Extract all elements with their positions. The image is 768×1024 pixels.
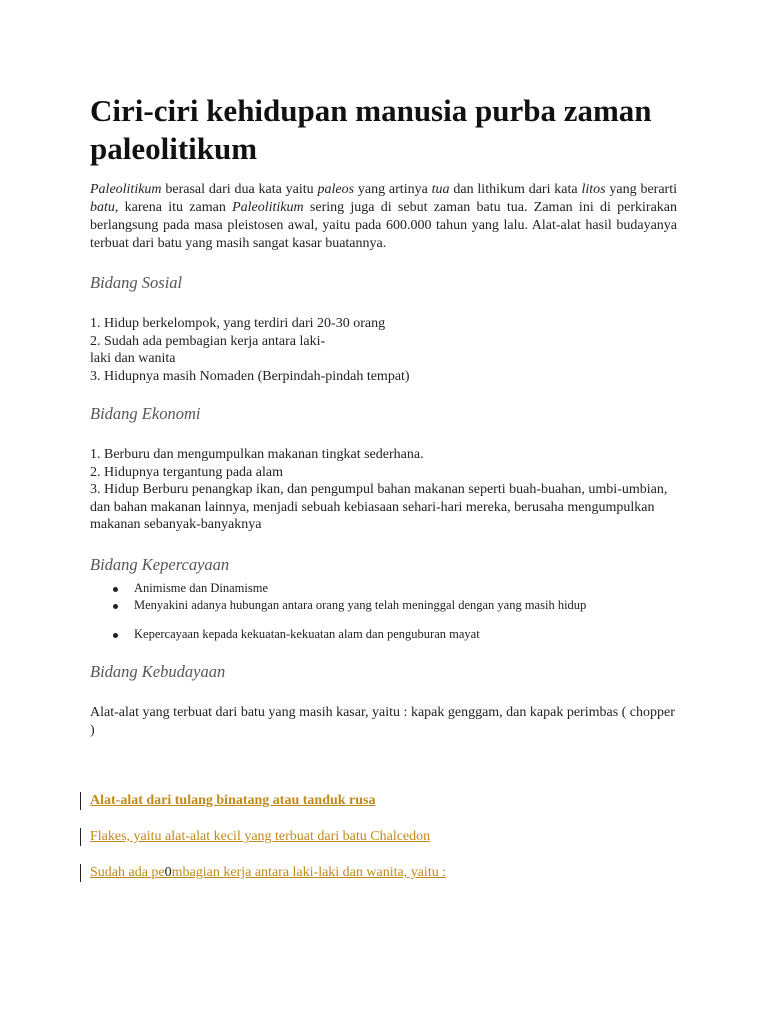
ekonomi-line: 3. Hidup Berburu penangkap ikan, dan pengumpul bahan makanan seperti buah-buahan, umbi-umbian, dan bahan makanan lainnya, menjadi sebuah kebiasaan sehari-hari mereka, berusaha mengumpulkan makanan sebanyak-banyaknya (90, 482, 668, 532)
ekonomi-line: 2. Hidupnya tergantung pada alam (90, 464, 283, 480)
sosial-line: 2. Sudah ada pembagian kerja antara laki- (90, 333, 326, 349)
list-item (90, 581, 268, 596)
bullet-icon (113, 587, 118, 592)
ekonomi-list (90, 446, 680, 534)
text-cursor-icon (80, 792, 81, 810)
text-cursor-icon (80, 828, 81, 846)
link-row (80, 864, 446, 882)
sosial-line: 1. Hidup berkelompok, yang terdiri dari 20-30 orang (90, 316, 386, 331)
intro-term: paleos (317, 182, 355, 197)
intro-text: sering juga di sebut zaman batu tua. Zaman ini di perkirakan berlangsung pada masa pleistosen awal, yaitu pada 600.000 tahun yang lalu. Alat-alat hasil budayanya terbuat dari batu yang masih sangat kasar buatannya. (90, 200, 677, 251)
intro-term: Paleolitikum (232, 200, 304, 215)
link-pembagian-kerja[interactable] (90, 865, 446, 880)
intro-text: , karena itu zaman (114, 200, 233, 215)
intro-term: litos (581, 182, 606, 197)
ekonomi-line: 1. Berburu dan mengumpulkan makanan tingkat sederhana. (90, 447, 424, 462)
list-item-text: Kepercayaan kepada kekuatan-kekuatan alam dan penguburan mayat (134, 627, 480, 641)
link-row (80, 792, 376, 810)
list-item-text: Menyakini adanya hubungan antara orang yang telah meninggal dengan yang masih hidup (134, 598, 587, 612)
link-text: 0 (164, 865, 172, 881)
bullet-icon (113, 604, 118, 609)
text-cursor-icon (80, 864, 81, 882)
intro-text: berasal dari dua kata yaitu (161, 182, 318, 197)
heading-sosial: Bidang Sosial (90, 273, 183, 292)
kebudayaan-text: Alat-alat yang terbuat dari batu yang masih kasar, yaitu : kapak genggam, dan kapak perimbas ( chopper ) (90, 705, 675, 738)
sosial-line: 3. Hidupnya masih Nomaden (Berpindah-pindah tempat) (90, 368, 410, 384)
heading-kepercayaan: Bidang Kepercayaan (90, 555, 230, 574)
link-text: Sudah ada pe (90, 865, 165, 881)
link-tulang[interactable]: Alat-alat dari tulang binatang atau tanduk rusa (90, 793, 376, 809)
list-item (90, 627, 480, 642)
link-flakes[interactable]: Flakes, yaitu alat-alat kecil yang terbuat dari batu Chalcedon (90, 829, 431, 845)
link-text: mbagian kerja antara laki-laki dan wanita, yaitu : (171, 865, 447, 881)
heading-kebudayaan: Bidang Kebudayaan (90, 662, 226, 681)
intro-text: dan lithikum dari kata (449, 182, 582, 197)
list-item-text: Animisme dan Dinamisme (134, 581, 269, 595)
intro-term: Paleolitikum (90, 182, 162, 197)
sosial-line: laki dan wanita (90, 351, 176, 366)
sosial-list (90, 315, 680, 385)
list-item (90, 598, 586, 613)
bullet-icon (113, 633, 118, 638)
intro-text: yang artinya (354, 182, 432, 197)
intro-paragraph (90, 181, 677, 253)
page-title: Ciri-ciri kehidupan manusia purba zaman paleolitikum (90, 93, 652, 166)
intro-term: tua (431, 182, 450, 197)
link-row (80, 828, 430, 846)
intro-text: yang berarti (605, 182, 677, 197)
heading-ekonomi: Bidang Ekonomi (90, 404, 201, 423)
intro-term: batu (90, 200, 115, 215)
